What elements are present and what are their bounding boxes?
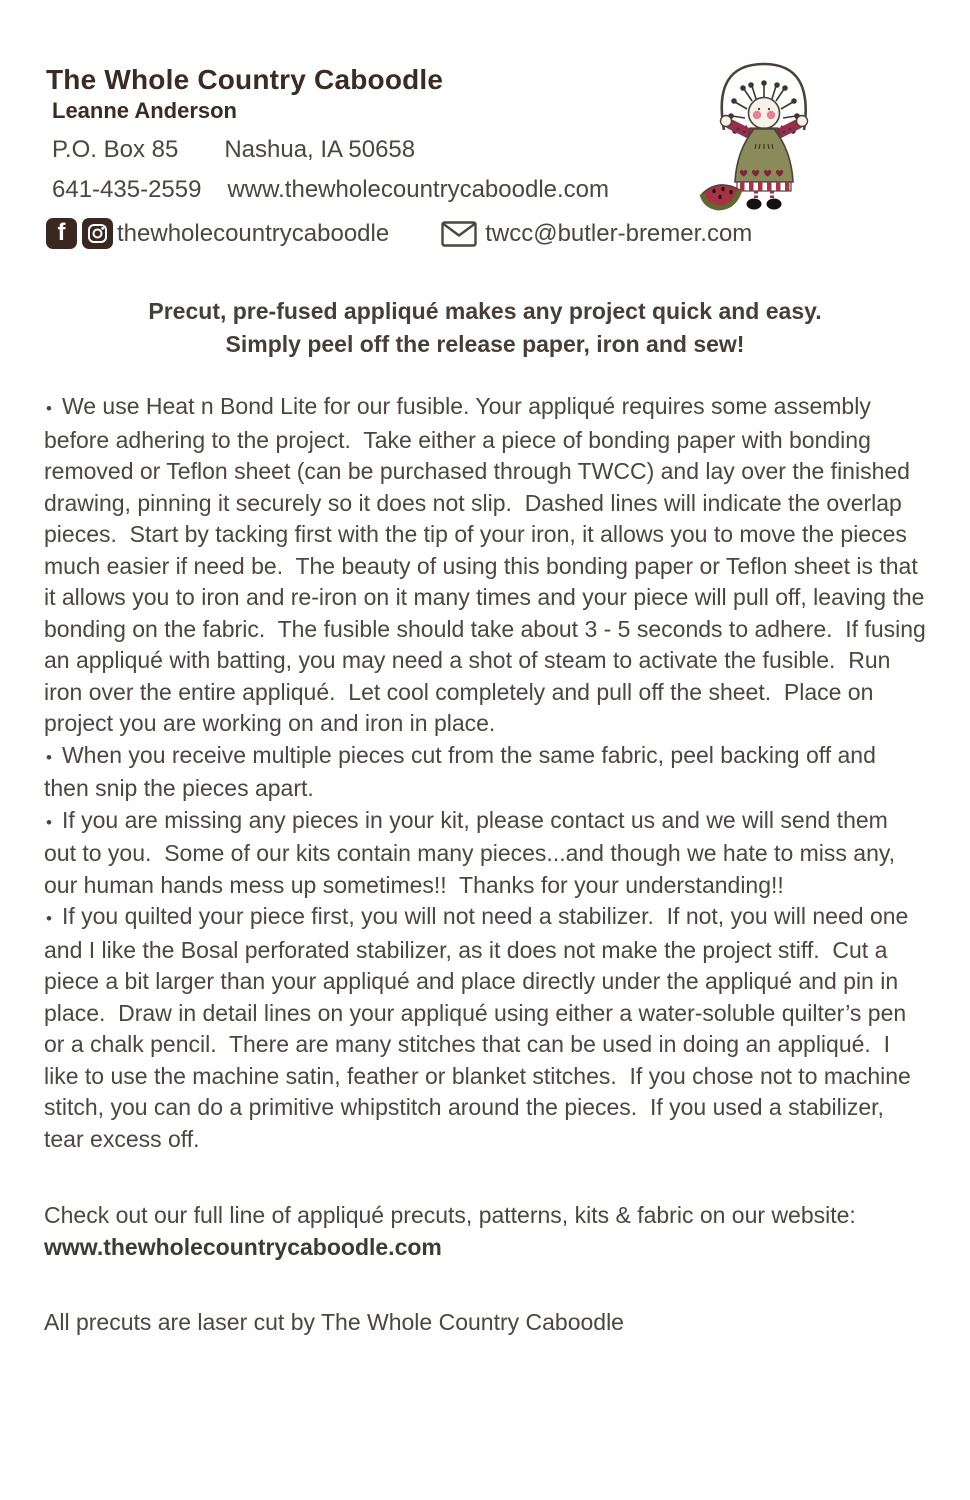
facebook-icon: f: [46, 218, 77, 249]
watermelon-icon: [702, 185, 740, 208]
intro-tagline: [0, 295, 970, 361]
instagram-icon: [82, 218, 113, 249]
instructions-list: [44, 391, 933, 1155]
address-line: [52, 136, 970, 164]
city-state-zip: Nashua, IA 50658: [224, 136, 416, 163]
closing-text: Check out our full line of appliqué precuts, patterns, kits & fabric on our website:: [44, 1202, 863, 1228]
envelope-icon: [441, 221, 477, 247]
header: [0, 0, 970, 249]
social-line: [46, 218, 970, 249]
contact-line: [52, 176, 970, 204]
bullet-marker: •: [46, 399, 52, 418]
company-logo-doll-icon: [698, 58, 826, 216]
footer: [44, 1199, 926, 1336]
po-box: P.O. Box 85: [52, 136, 179, 163]
instruction-item: [44, 901, 926, 1155]
doll-head: [749, 98, 780, 129]
laser-cut-note: All precuts are laser cut by The Whole Country Caboodle: [44, 1309, 624, 1335]
phone-number: 641-435-2559: [52, 176, 202, 203]
bullet-marker: •: [46, 747, 52, 767]
bullet-marker: •: [46, 812, 52, 832]
instruction-text: If you quilted your piece first, you will not need a stabilizer. If not, you will need one and I like the Bosal perforated stabilizer, as it does not make the project stiff. Cut a piece a bit larger than your appliqué and place directly under the appliqué and pin in place. Draw in detail lines on your appliqué using either a water-soluble quilter’s pen or a chalk pencil. There are many stitches that can be used in doing an appliqué. I like to use the machine satin, feather or blanket stitches. If you chose not to machine stitch, you can do a primitive whipstitch around the pieces. If you used a stabilizer, tear excess off.: [44, 903, 918, 1152]
tagline-line-1: Precut, pre-fused appliqué makes any project quick and easy.: [148, 298, 822, 324]
closing-note: [44, 1199, 926, 1263]
instruction-item: [44, 740, 926, 805]
company-name: The Whole Country Caboodle: [46, 64, 444, 95]
email-address: twcc@butler-bremer.com: [485, 219, 753, 247]
instruction-text: We use Heat n Bond Lite for our fusible. Your appliqué requires some assembly before adhering to the project. Take either a piece of bonding paper with bonding removed or Teflon sheet (can be purchased through TWCC) and lay over the finished drawing, pinning it securely so it does not slip. Dashed lines will indicate the overlap pieces. Start by tacking first with the tip of your iron, it allows you to move the pieces much easier if need be. The beauty of using this bonding paper or Teflon sheet is that it allows you to iron and re-iron on it many times and your piece will pull off, leaving the bonding on the fabric. The fusible should take about 3 - 5 seconds to adhere. If fusing an appliqué with batting, you may need a shot of steam to activate the fusible. Run iron over the entire appliqué. Let cool completely and pull off the sheet. Place on project you are working on and iron in place.: [44, 393, 933, 736]
social-handle: thewholecountrycaboodle: [117, 219, 390, 247]
bullet-marker: •: [46, 909, 52, 928]
instruction-text: If you are missing any pieces in your kit, please contact us and we will send them out to you. Some of our kits contain many pieces...and though we hate to miss any, our human hands mess up sometimes!! Thanks for your understanding!!: [44, 806, 902, 898]
instruction-text: When you receive multiple pieces cut from the same fabric, peel backing off and then snip the pieces apart.: [44, 741, 883, 801]
footer-website-url: www.thewholecountrycaboodle.com: [44, 1234, 442, 1260]
instruction-item: [44, 391, 933, 740]
tagline-line-2: Simply peel off the release paper, iron and sew!: [225, 331, 745, 357]
owner-name: Leanne Anderson: [52, 98, 237, 123]
website-url: www.thewholecountrycaboodle.com: [227, 176, 610, 203]
instruction-item: [44, 805, 926, 902]
